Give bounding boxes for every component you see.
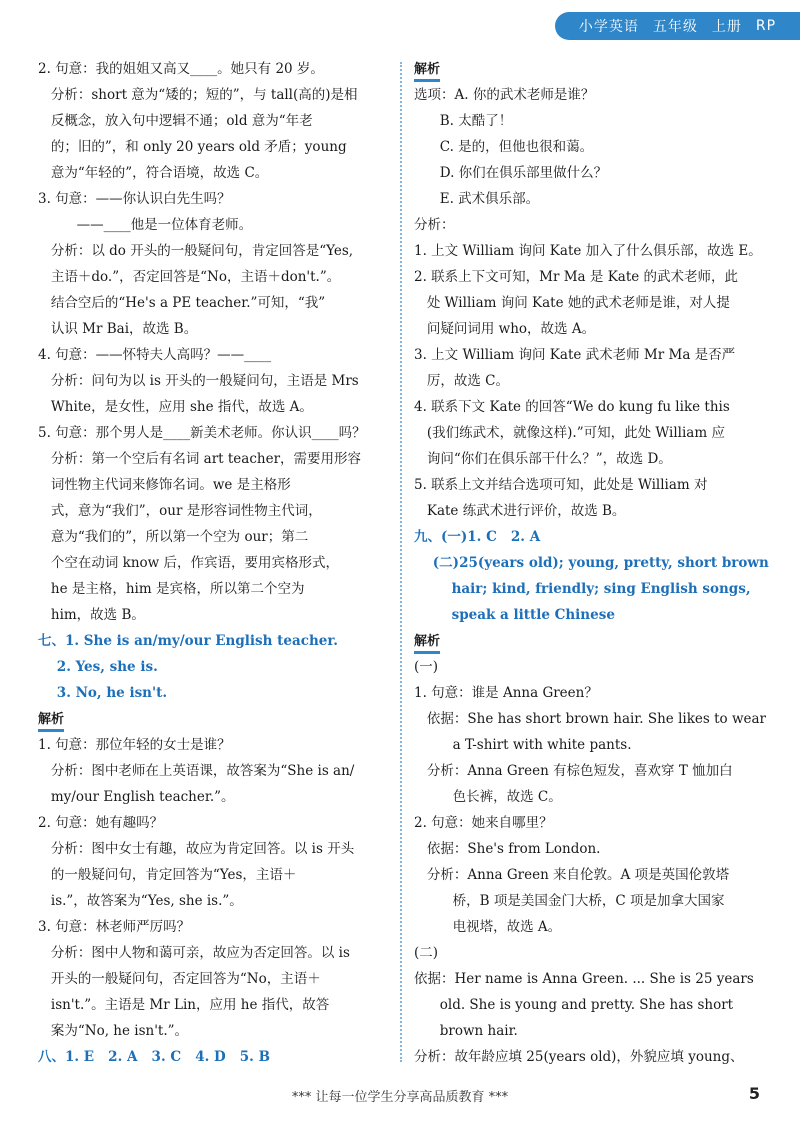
text-line: 1. 句意：那位年轻的女士是谁？ — [38, 737, 231, 753]
text-line: 处 William 询问 Kate 她的武术老师是谁，对人提 — [414, 295, 730, 311]
text-line: 分析：图中女士有趣，故应为肯定回答。以 is 开头 — [38, 841, 355, 857]
text-line: old. She is young and pretty. She has short — [414, 997, 734, 1013]
text-line: 的一般疑问句，肯定回答为“Yes，主语＋ — [38, 867, 297, 883]
section-header — [414, 56, 766, 82]
answer-line: hair; kind, friendly; sing English songs, — [414, 581, 751, 597]
text-line: 分析：以 do 开头的一般疑问句，肯定回答是“Yes, — [38, 243, 354, 259]
text-line: 3. 句意：林老师严厉吗？ — [38, 919, 191, 935]
text-line: 问疑问词用 who，故选 A。 — [414, 321, 596, 337]
text-line: 5. 句意：那个男人是____新美术老师。你认识____吗？ — [38, 425, 366, 441]
text-line: 厉，故选 C。 — [414, 373, 509, 389]
text-line: 电视塔，故选 A。 — [414, 919, 562, 935]
text-line: White，是女性，应用 she 指代，故选 A。 — [38, 399, 313, 415]
header-volume: 上册 — [711, 19, 742, 35]
text-line: 的；旧的”，和 only 20 years old 矛盾；young — [38, 139, 347, 155]
section-header-label: 解析 — [414, 633, 440, 654]
text-line: 依据：Her name is Anna Green. ... She is 25 years — [414, 971, 754, 987]
text-line: a T-shirt with white pants. — [414, 737, 632, 753]
header-edition: RP — [755, 18, 777, 34]
text-line: (我们练武术，就像这样).”可知，此处 William 应 — [414, 425, 725, 441]
text-line: brown hair. — [414, 1023, 518, 1039]
text-line: 分析：Anna Green 有棕色短发，喜欢穿 T 恤加白 — [414, 763, 733, 779]
answer-line: (二)25(years old); young, pretty, short brown — [414, 555, 769, 571]
text-line: 4. 联系下文 Kate 的回答“We do kung fu like this — [414, 399, 730, 415]
text-line: him，故选 B。 — [38, 607, 145, 623]
text-line: 分析：第一个空后有名词 art teacher，需要用形容 — [38, 451, 362, 467]
text-line: C. 是的，但他也很和蔼。 — [414, 139, 594, 155]
text-line: 2. 句意：她来自哪里？ — [414, 815, 553, 831]
text-line: 2. 联系上下文可知，Mr Ma 是 Kate 的武术老师，此 — [414, 269, 739, 285]
text-line: 桥，B 项是美国金门大桥，C 项是加拿大国家 — [414, 893, 725, 909]
text-line: 分析：图中老师在上英语课，故答案为“She is an/ — [38, 763, 355, 779]
header-subject: 小学英语 — [578, 19, 639, 35]
text-line: 反概念，放入句中逻辑不通；old 意为“年老 — [38, 113, 313, 129]
text-line: 询问“你们在俱乐部干什么？”，故选 D。 — [414, 451, 672, 467]
text-line: isn't.”。主语是 Mr Lin，应用 he 指代，故答 — [38, 997, 330, 1013]
text-line: 2. 句意：我的姐姐又高又____。她只有 20 岁。 — [38, 61, 324, 77]
page-number: 5 — [748, 1084, 760, 1103]
text-line: 词性物主代词来修饰名词。we 是主格形 — [38, 477, 291, 493]
text-line: Kate 练武术进行评价，故选 B。 — [414, 503, 626, 519]
answer-line: 2. Yes, she is. — [38, 659, 158, 675]
section-header-label: 解析 — [414, 61, 440, 82]
text-line: 依据：She has short brown hair. She likes to wear — [414, 711, 766, 727]
text-line: (一) — [414, 659, 439, 675]
text-line: 依据：She's from London. — [414, 841, 601, 857]
text-line: my/our English teacher.”。 — [38, 789, 235, 805]
text-line: 意为“我们的”，所以第一个空为 our；第二 — [38, 529, 309, 545]
answer-line: speak a little Chinese — [414, 607, 615, 623]
book-header-band — [555, 12, 800, 40]
column-divider — [400, 62, 402, 1062]
text-line: 结合空后的“He's a PE teacher.”可知，“我” — [38, 295, 326, 311]
text-line: 1. 句意：谁是 Anna Green？ — [414, 685, 598, 701]
text-line: 案为“No, he isn't.”。 — [38, 1023, 189, 1039]
text-line: 开头的一般疑问句，否定回答为“No，主语＋ — [38, 971, 321, 987]
text-line: 3. 上文 William 询问 Kate 武术老师 Mr Ma 是否严 — [414, 347, 736, 363]
text-line: 选项：A. 你的武术老师是谁？ — [414, 87, 595, 103]
text-line: 分析：short 意为“矮的；短的”，与 tall(高的)是相 — [38, 87, 358, 103]
text-line: 分析： — [414, 217, 455, 233]
text-line: 主语＋do.”，否定回答是“No，主语＋don't.”。 — [38, 269, 341, 285]
text-line: 分析：故年龄应填 25(years old)，外貌应填 young、 — [414, 1049, 744, 1065]
text-line: (二) — [414, 945, 439, 961]
text-line: 色长裤，故选 C。 — [414, 789, 562, 805]
footer-slogan: *** 让每一位学生分享高品质教育 *** — [291, 1090, 509, 1105]
text-line: 分析：问句为以 is 开头的一般疑问句，主语是 Mrs — [38, 373, 359, 389]
text-line: 分析：图中人物和蔼可亲，故应为否定回答。以 is — [38, 945, 350, 961]
text-line: 5. 联系上文并结合选项可知，此处是 William 对 — [414, 477, 708, 493]
text-line: is.”，故答案为“Yes, she is.”。 — [38, 893, 243, 909]
answer-line: 八、1. E 2. A 3. C 4. D 5. B — [38, 1049, 270, 1065]
answer-line: 七、1. She is an/my/our English teacher. — [38, 633, 338, 649]
text-line: 分析：Anna Green 来自伦敦。A 项是英国伦敦塔 — [414, 867, 730, 883]
text-line: 意为“年轻的”，符合语境，故选 C。 — [38, 165, 269, 181]
answer-line: 3. No, he isn't. — [38, 685, 168, 701]
text-line: he 是主格，him 是宾格，所以第二个空为 — [38, 581, 305, 597]
text-line: D. 你们在俱乐部里做什么？ — [414, 165, 608, 181]
text-line: ——____他是一位体育老师。 — [38, 217, 253, 233]
text-line: 式，意为“我们”，our 是形容词性物主代词， — [38, 503, 322, 519]
text-line: 个空在动词 know 后，作宾语，要用宾格形式， — [38, 555, 340, 571]
text-line: 1. 上文 William 询问 Kate 加入了什么俱乐部，故选 E。 — [414, 243, 762, 259]
answer-line: 九、(一)1. C 2. A — [414, 529, 541, 545]
section-header — [414, 628, 766, 654]
right-column — [414, 56, 769, 1070]
section-header — [38, 706, 390, 732]
text-line: E. 武术俱乐部。 — [414, 191, 540, 207]
text-line: B. 太酷了！ — [414, 113, 513, 129]
header-grade: 五年级 — [652, 19, 698, 35]
text-line: 3. 句意：——你认识白先生吗？ — [38, 191, 231, 207]
text-line: 2. 句意：她有趣吗？ — [38, 815, 164, 831]
text-line: 认识 Mr Bai，故选 B。 — [38, 321, 198, 337]
text-line: 4. 句意：——怀特夫人高吗？——____ — [38, 347, 272, 363]
section-header-label: 解析 — [38, 711, 64, 732]
left-column — [38, 56, 390, 1070]
